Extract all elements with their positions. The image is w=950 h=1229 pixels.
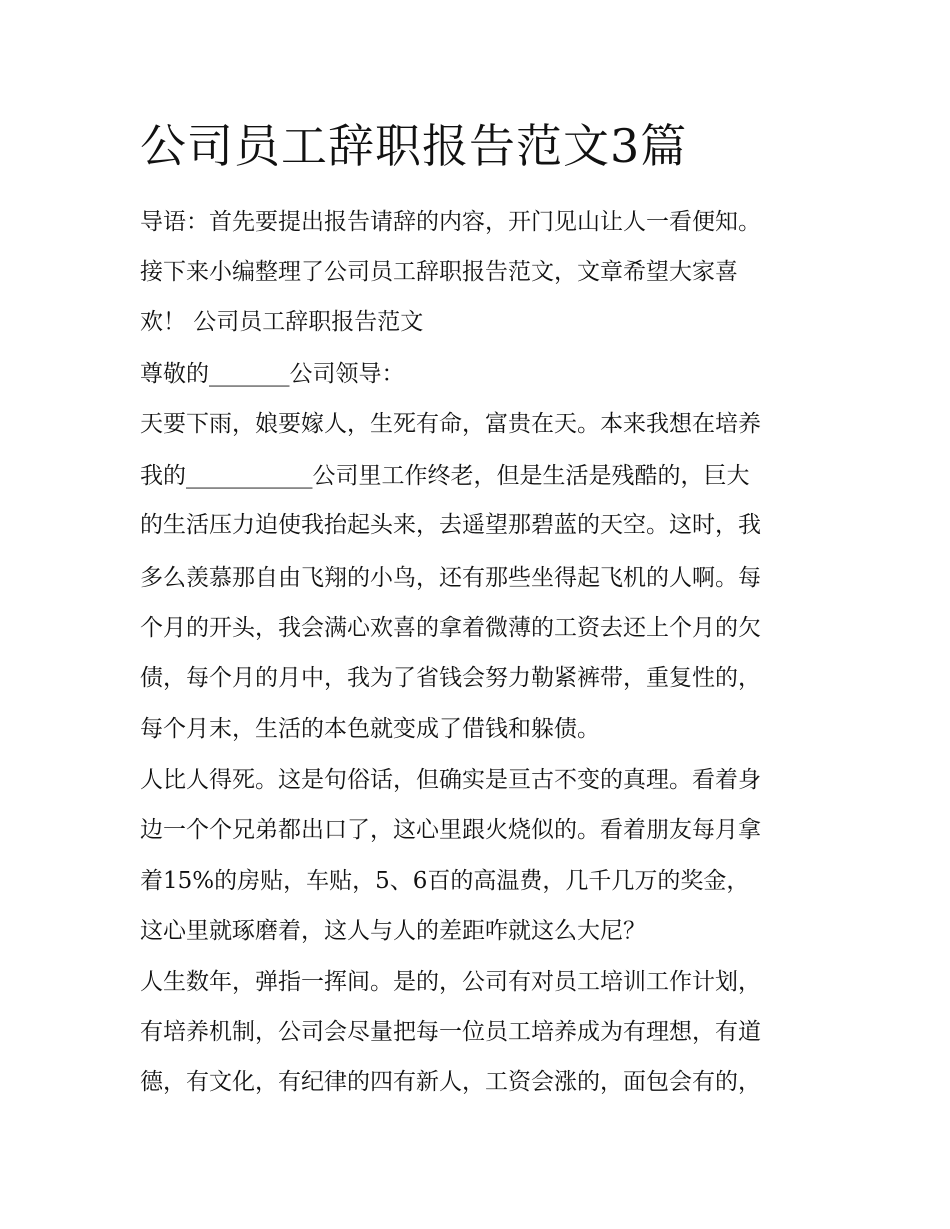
body-line: 人比人得死。这是句俗话，但确实是亘古不变的真理。看着身 [140, 767, 761, 793]
body-line: 个月的开头，我会满心欢喜的拿着微薄的工资去还上个月的欠 [140, 615, 761, 641]
body-line: 欢！ 公司员工辞职报告范文 [140, 309, 424, 335]
body-line: 边一个个兄弟都出口了，这心里跟火烧似的。看着朋友每月拿 [140, 817, 761, 843]
body-line: 接下来小编整理了公司员工辞职报告范文，文章希望大家喜 [140, 259, 738, 285]
body-line: 这心里就琢磨着，这人与人的差距咋就这么大尼？ [140, 918, 646, 944]
body-line: 我的___________公司里工作终老，但是生活是残酷的，巨大 [140, 463, 750, 489]
body-line: 人生数年，弹指一挥间。是的，公司有对员工培训工作计划， [140, 969, 761, 995]
body-line: 多么羡慕那自由飞翔的小鸟，还有那些坐得起飞机的人啊。每 [140, 565, 761, 591]
body-line: 导语：首先要提出报告请辞的内容，开门见山让人一看便知。 [140, 209, 761, 235]
body-line: 的生活压力迫使我抬起头来，去遥望那碧蓝的天空。这时，我 [140, 512, 761, 538]
body-line: 债，每个月的月中，我为了省钱会努力勒紧裤带，重复性的， [140, 665, 761, 691]
document-title: 公司员工辞职报告范文3篇 [140, 119, 688, 173]
body-line: 着15%的房贴，车贴，5、6百的高温费，几千几万的奖金， [140, 868, 750, 894]
body-line: 每个月末，生活的本色就变成了借钱和躲债。 [140, 716, 600, 742]
salutation-line: 尊敬的_______公司领导： [140, 361, 405, 387]
body-line: 天要下雨，娘要嫁人，生死有命，富贵在天。本来我想在培养 [140, 411, 761, 437]
body-line: 有培养机制，公司会尽量把每一位员工培养成为有理想，有道 [140, 1019, 761, 1045]
body-line: 德，有文化，有纪律的四有新人，工资会涨的，面包会有的， [140, 1069, 761, 1095]
